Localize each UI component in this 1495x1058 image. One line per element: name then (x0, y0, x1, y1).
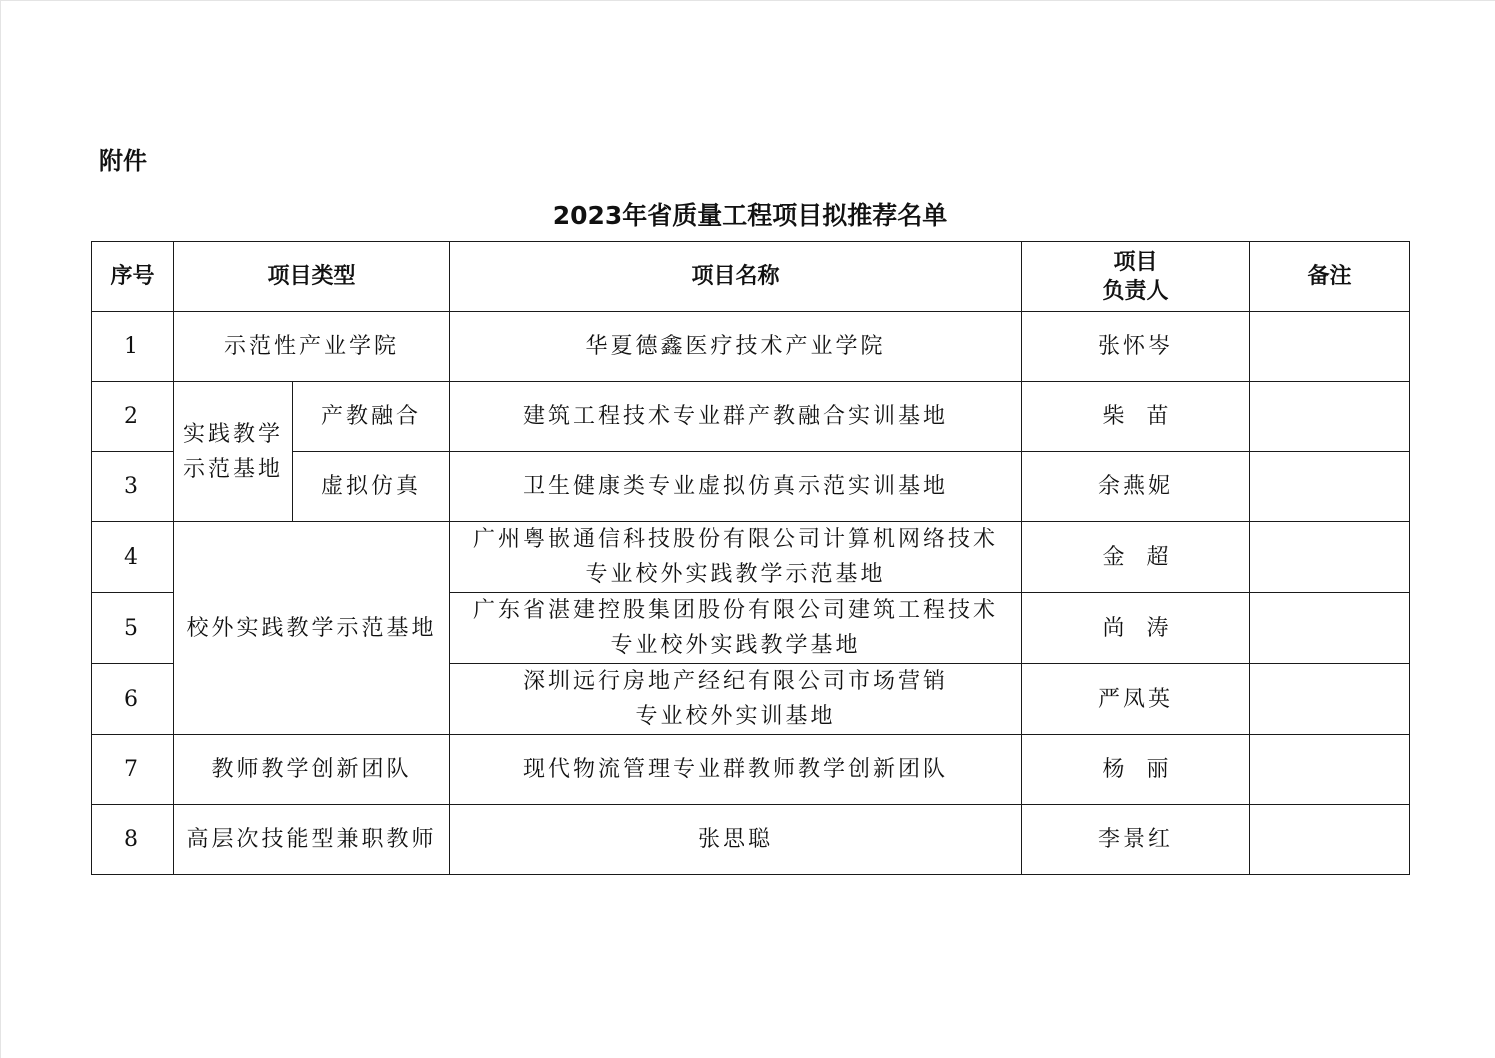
row-type: 校外实践教学示范基地 (174, 522, 450, 735)
row-name (450, 664, 1022, 735)
row-name: 华夏德鑫医疗技术产业学院 (450, 312, 1022, 382)
row-leader: 余燕妮 (1022, 452, 1250, 522)
row-leader (1022, 382, 1250, 452)
row-name: 建筑工程技术专业群产教融合实训基地 (450, 382, 1022, 452)
row-type-group-line2: 示范基地 (182, 456, 283, 482)
row-leader-text: 尚涛 (1102, 615, 1191, 641)
row-name-line1: 深圳远行房地产经纪有限公司市场营销 (523, 669, 949, 694)
header-name: 项目名称 (450, 242, 1022, 312)
row-leader-text: 杨丽 (1102, 757, 1191, 782)
table-row (92, 312, 1410, 382)
row-remarks (1250, 382, 1410, 452)
row-leader: 张怀岑 (1022, 312, 1250, 382)
row-subtype: 产教融合 (293, 382, 450, 452)
header-index: 序号 (92, 242, 174, 312)
row-name-line2: 专业校外实训基地 (635, 704, 836, 729)
row-index: 3 (92, 452, 174, 522)
row-remarks (1250, 452, 1410, 522)
row-type: 教师教学创新团队 (174, 735, 450, 805)
row-leader (1022, 593, 1250, 664)
row-name: 张思聪 (450, 805, 1022, 875)
row-index: 8 (92, 805, 174, 875)
row-remarks (1250, 593, 1410, 664)
row-name: 卫生健康类专业虚拟仿真示范实训基地 (450, 452, 1022, 522)
row-remarks (1250, 312, 1410, 382)
row-subtype: 虚拟仿真 (293, 452, 450, 522)
row-leader (1022, 735, 1250, 805)
header-leader-line2: 负责人 (1102, 278, 1169, 304)
row-name-line2: 专业校外实践教学示范基地 (585, 562, 886, 587)
header-type: 项目类型 (174, 242, 450, 312)
row-leader: 严凤英 (1022, 664, 1250, 735)
row-name (450, 593, 1022, 664)
row-leader-text: 金超 (1102, 544, 1191, 570)
recommendation-table (91, 241, 1410, 875)
header-row (92, 242, 1410, 312)
attachment-label: 附件 (99, 147, 147, 175)
header-leader (1022, 242, 1250, 312)
row-leader: 李景红 (1022, 805, 1250, 875)
table-row (92, 735, 1410, 805)
row-remarks (1250, 805, 1410, 875)
table-row (92, 382, 1410, 452)
row-type: 示范性产业学院 (174, 312, 450, 382)
row-name-line1: 广东省湛建控股集团股份有限公司建筑工程技术 (473, 598, 999, 623)
document-title: 2023年省质量工程项目拟推荐名单 (552, 201, 948, 230)
row-index: 4 (92, 522, 174, 593)
row-type-group (174, 382, 293, 522)
row-remarks (1250, 522, 1410, 593)
header-leader-line1: 项目 (1113, 249, 1158, 275)
row-remarks (1250, 735, 1410, 805)
row-type: 高层次技能型兼职教师 (174, 805, 450, 875)
row-name-line1: 广州粤嵌通信科技股份有限公司计算机网络技术 (473, 527, 999, 552)
row-remarks (1250, 664, 1410, 735)
table-row (92, 805, 1410, 875)
row-index: 7 (92, 735, 174, 805)
row-type-group-line1: 实践教学 (182, 421, 283, 447)
row-index: 5 (92, 593, 174, 664)
table-row (92, 522, 1410, 593)
row-name: 现代物流管理专业群教师教学创新团队 (450, 735, 1022, 805)
row-name (450, 522, 1022, 593)
row-leader-text: 柴苗 (1102, 404, 1191, 429)
row-name-line2: 专业校外实践教学基地 (610, 633, 861, 658)
row-leader (1022, 522, 1250, 593)
header-remarks: 备注 (1250, 242, 1410, 312)
row-index: 1 (92, 312, 174, 382)
row-index: 6 (92, 664, 174, 735)
row-index: 2 (92, 382, 174, 452)
